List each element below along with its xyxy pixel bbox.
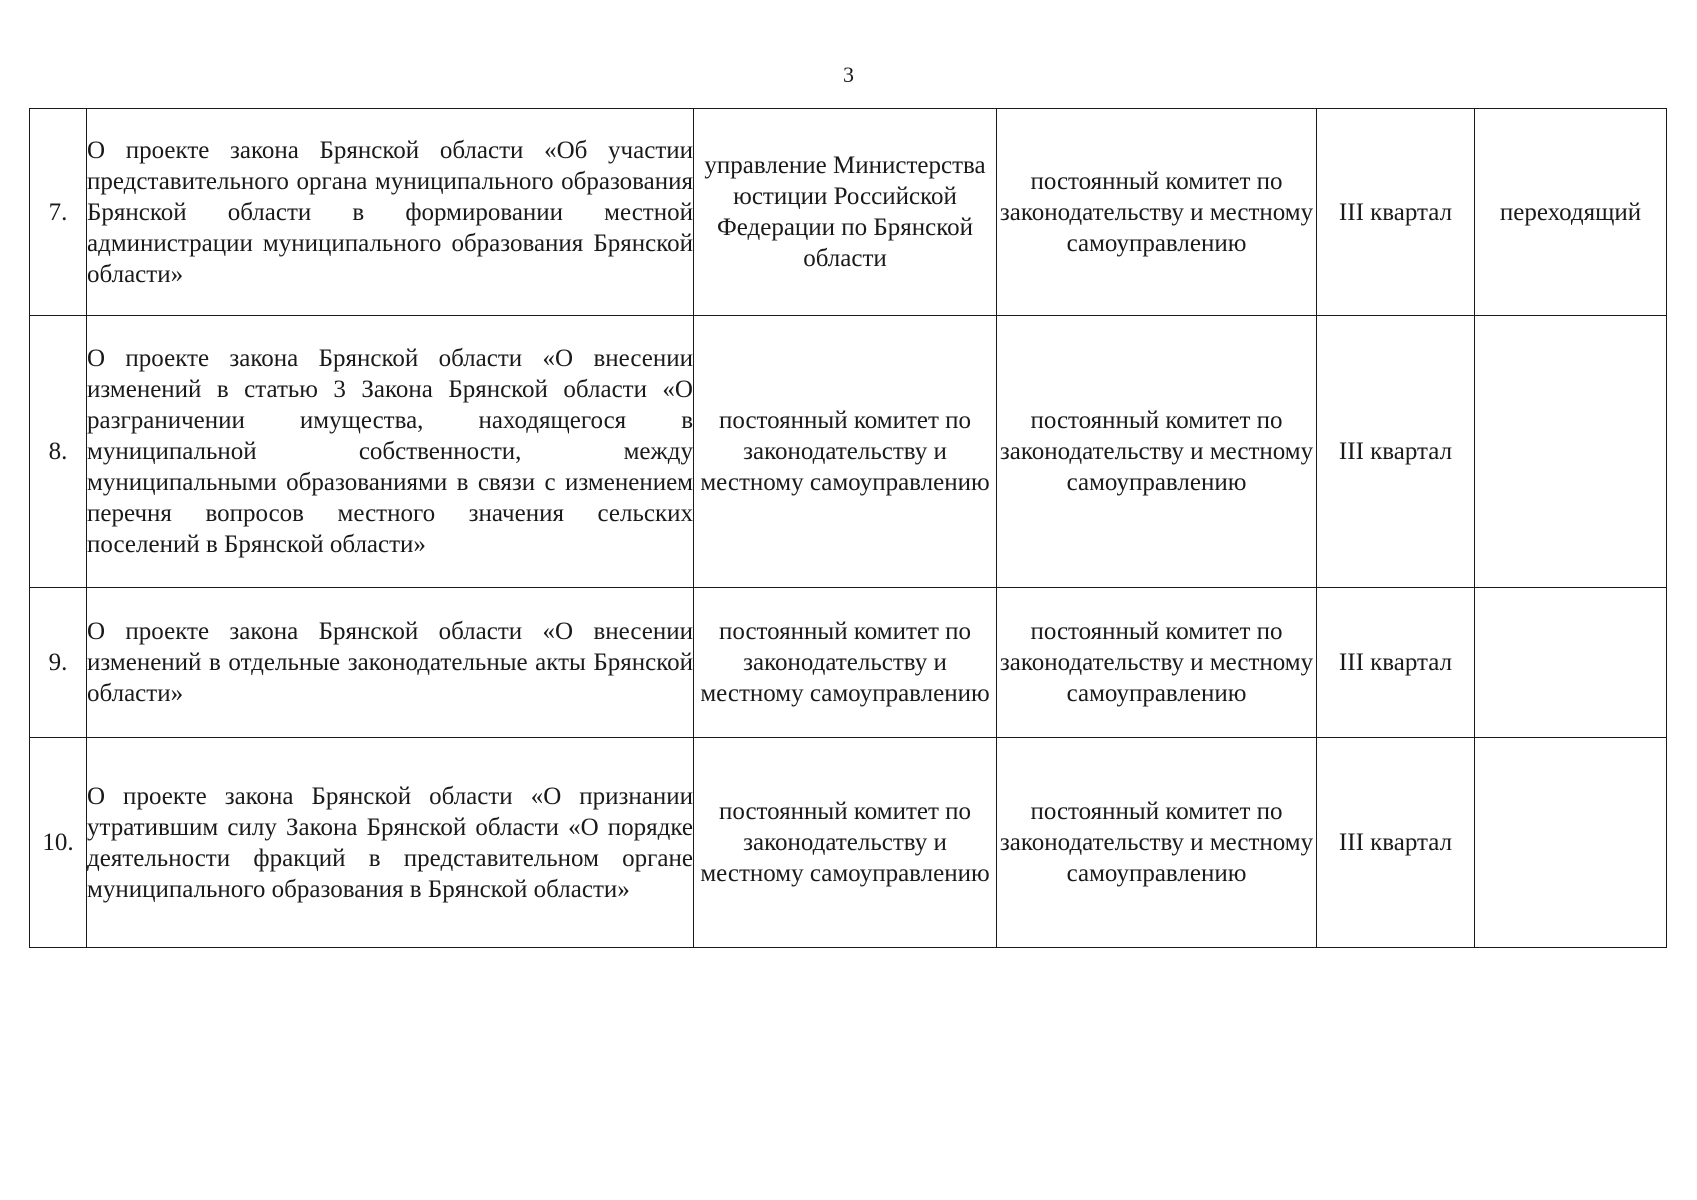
responsible-committee: постоянный комитет по законодательству и местному самоуправлению — [997, 738, 1317, 948]
responsible-committee: постоянный комитет по законодательству и местному самоуправлению — [997, 316, 1317, 588]
row-note: переходящий — [1475, 109, 1667, 316]
table-row — [30, 109, 1667, 316]
row-number: 10. — [30, 738, 87, 948]
table-row — [30, 316, 1667, 588]
row-note — [1475, 316, 1667, 588]
row-note — [1475, 738, 1667, 948]
bill-title: О проекте закона Брянской области «О внесении изменений в отдельные законодательные акты Брянской области» — [87, 588, 694, 738]
responsible-committee: постоянный комитет по законодательству и местному самоуправлению — [997, 588, 1317, 738]
bill-initiator: постоянный комитет по законодательству и местному самоуправлению — [694, 738, 997, 948]
page-number: 3 — [843, 62, 854, 87]
consideration-period: III квартал — [1317, 588, 1475, 738]
consideration-period: III квартал — [1317, 109, 1475, 316]
responsible-committee: постоянный комитет по законодательству и местному самоуправлению — [997, 109, 1317, 316]
bill-initiator: постоянный комитет по законодательству и местному самоуправлению — [694, 316, 997, 588]
bill-initiator: управление Министерства юстиции Российской Федерации по Брянской области — [694, 109, 997, 316]
row-note — [1475, 588, 1667, 738]
bill-title: О проекте закона Брянской области «О внесении изменений в статью 3 Закона Брянской области «О разграничении имущества, находящегося в муниципальной собственности, между муниципальными образованиями в связи с изменением перечня вопросов местного значения сельских поселений в Брянской области» — [87, 316, 694, 588]
bill-title: О проекте закона Брянской области «О признании утратившим силу Закона Брянской области «О порядке деятельности фракций в представительном органе муниципального образования в Брянской области» — [87, 738, 694, 948]
legislation-plan-table — [29, 108, 1667, 948]
row-number: 7. — [30, 109, 87, 316]
table-row — [30, 738, 1667, 948]
bill-initiator: постоянный комитет по законодательству и местному самоуправлению — [694, 588, 997, 738]
consideration-period: III квартал — [1317, 738, 1475, 948]
row-number: 9. — [30, 588, 87, 738]
consideration-period: III квартал — [1317, 316, 1475, 588]
bill-title: О проекте закона Брянской области «Об участии представительного органа муниципального образования Брянской области в формировании местной администрации муниципального образования Брянской области» — [87, 109, 694, 316]
table-row — [30, 588, 1667, 738]
row-number: 8. — [30, 316, 87, 588]
